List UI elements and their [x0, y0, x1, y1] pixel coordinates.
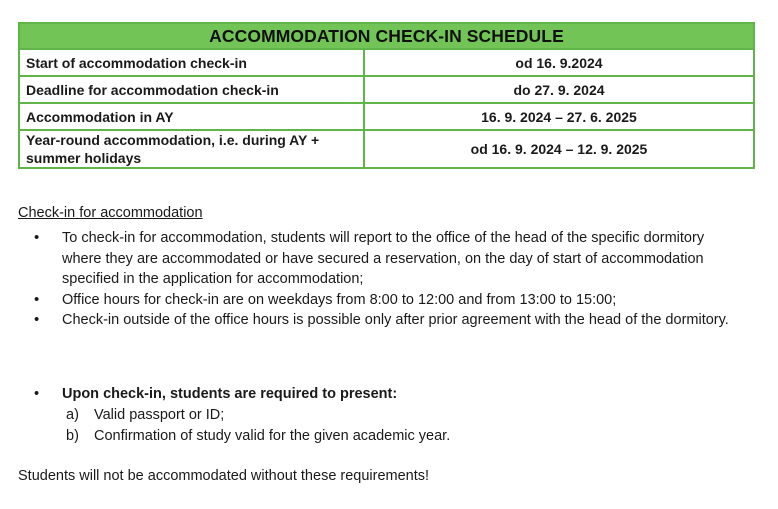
- table-title: ACCOMMODATION CHECK-IN SCHEDULE: [19, 23, 754, 49]
- list-marker: a): [66, 407, 79, 423]
- requirements-list: [18, 405, 738, 447]
- requirements-heading: • Upon check-in, students are required to present:: [18, 384, 738, 405]
- list-marker: b): [66, 428, 79, 444]
- table-row: [19, 76, 754, 103]
- row-label: Start of accommodation check-in: [19, 49, 364, 76]
- table-row: [19, 130, 754, 168]
- list-item: [18, 405, 738, 426]
- footer-note: Students will not be accommodated without these requirements!: [18, 468, 430, 484]
- schedule-table: [18, 22, 755, 169]
- list-item: • To check-in for accommodation, students will report to the office of the head of the specific dormitory where they are accommodated or have secured a reservation, on the day of start of accommodation specified in the application for accommodation;: [18, 228, 738, 290]
- requirements-section: [18, 384, 738, 447]
- row-label: Deadline for accommodation check-in: [19, 76, 364, 103]
- row-label: Accommodation in AY: [19, 103, 364, 130]
- list-item-text: Confirmation of study valid for the given academic year.: [94, 428, 451, 444]
- table-header-row: [19, 23, 754, 49]
- row-value: od 16. 9. 2024 – 12. 9. 2025: [364, 130, 754, 168]
- table-row: [19, 49, 754, 76]
- list-item: [18, 426, 738, 447]
- list-item: • Check-in outside of the office hours is possible only after prior agreement with the head of the dormitory.: [18, 310, 738, 331]
- row-label: Year-round accommodation, i.e. during AY + summer holidays: [19, 130, 364, 168]
- table-row: [19, 103, 754, 130]
- list-item: • Office hours for check-in are on weekdays from 8:00 to 12:00 and from 13:00 to 15:00;: [18, 290, 738, 311]
- checkin-heading: Check-in for accommodation: [18, 205, 203, 221]
- row-value: 16. 9. 2024 – 27. 6. 2025: [364, 103, 754, 130]
- row-value: od 16. 9.2024: [364, 49, 754, 76]
- checkin-bullet-list: [18, 228, 738, 331]
- list-item-text: Valid passport or ID;: [94, 407, 225, 423]
- row-value: do 27. 9. 2024: [364, 76, 754, 103]
